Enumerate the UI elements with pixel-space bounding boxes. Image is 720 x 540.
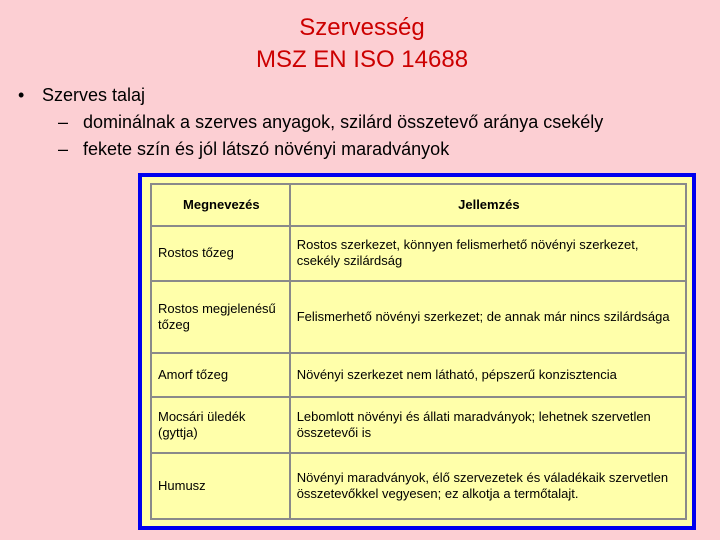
table-row [151,453,686,519]
dash-icon: – [58,139,69,159]
column-header-description: Jellemzés [290,184,686,226]
bullet-list [18,82,603,163]
bullet-item [18,82,603,109]
cell-description: Felismerhető növényi szerkezet; de annak már nincs szilárdsága [290,281,686,353]
sub-bullet-text: fekete szín és jól látszó növényi maradványok [83,139,450,159]
cell-description: Rostos szerkezet, könnyen felismerhető növényi szerkezet, csekély szilárdság [290,226,686,281]
title-line-1: Szervesség [299,14,425,41]
cell-description: Lebomlott növényi és állati maradványok; lehetnek szervetlen összetevői is [290,397,686,453]
cell-name: Mocsári üledék (gyttja) [151,397,290,453]
table-frame [138,173,696,530]
cell-name: Humusz [151,453,290,519]
cell-name: Amorf tőzeg [151,353,290,396]
title-line-2: MSZ EN ISO 14688 [255,46,469,73]
table-header-row [151,184,686,226]
table-row [151,353,686,396]
sub-bullet-item [18,136,603,163]
table-row [151,281,686,353]
cell-name: Rostos megjelenésű tőzeg [151,281,290,353]
sub-bullet-text: dominálnak a szerves anyagok, szilárd összetevő aránya csekély [83,112,604,132]
cell-name: Rostos tőzeg [151,226,290,281]
classification-table [150,183,687,520]
column-header-name: Megnevezés [151,184,290,226]
bullet-dot-icon: • [18,85,25,105]
bullet-text: Szerves talaj [42,85,146,105]
sub-bullet-item [18,109,603,136]
table-row [151,226,686,281]
table-row [151,397,686,453]
cell-description: Növényi szerkezet nem látható, pépszerű konzisztencia [290,353,686,396]
dash-icon: – [58,112,69,132]
slide-title [0,12,720,76]
cell-description: Növényi maradványok, élő szervezetek és váladékaik szervetlen összetevőkkel vegyesen; ez alkotja a termőtalajt. [290,453,686,519]
